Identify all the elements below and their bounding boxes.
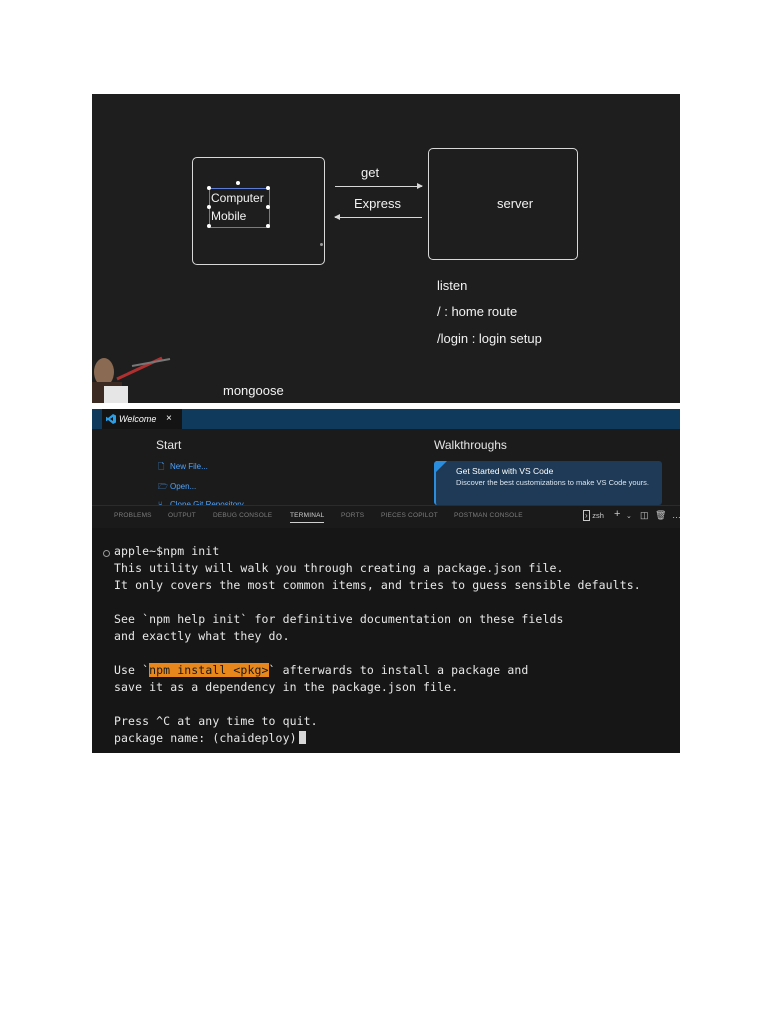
editor-tab-bar — [92, 409, 680, 429]
selection-handle-tr[interactable] — [266, 186, 270, 190]
new-file-label: New File... — [170, 462, 208, 471]
new-terminal-plus-icon[interactable]: + — [614, 508, 621, 520]
terminal-view[interactable] — [92, 528, 680, 753]
tab-close-icon[interactable]: × — [166, 413, 172, 424]
response-label: Express — [354, 196, 401, 211]
note-login-route: /login : login setup — [437, 331, 542, 346]
tab-postman-console[interactable]: POSTMAN CONSOLE — [454, 512, 523, 519]
terminal-use-line — [114, 663, 528, 677]
selection-handle-mr[interactable] — [266, 205, 270, 209]
box-resize-handle[interactable] — [320, 243, 323, 246]
package-name-prompt: package name: (chaideploy) — [114, 731, 297, 745]
command-status-dot-icon — [103, 550, 110, 557]
split-terminal-icon[interactable]: ◫ — [640, 510, 649, 520]
tab-ports[interactable]: PORTS — [341, 512, 365, 519]
terminal-prompt-line: apple~$npm init — [114, 544, 220, 558]
terminal-line: It only covers the most common items, and tries to guess sensible defaults. — [114, 578, 641, 592]
tab-problems[interactable]: PROBLEMS — [114, 512, 152, 519]
response-arrow — [335, 217, 422, 218]
terminal-input-line[interactable] — [114, 731, 306, 745]
tab-pieces-copilot[interactable]: PIECES COPILOT — [381, 512, 438, 519]
search-highlight: npm install <pkg> — [149, 663, 269, 677]
panel-tab-bar — [92, 505, 680, 528]
client-label-mobile: Mobile — [211, 209, 247, 223]
tab-terminal[interactable]: TERMINAL — [290, 512, 325, 519]
new-file-link[interactable] — [158, 461, 208, 475]
server-label: server — [497, 196, 534, 211]
request-arrow — [335, 186, 422, 187]
chevron-down-icon[interactable]: ⌄ — [626, 513, 632, 520]
request-label: get — [361, 165, 380, 180]
terminal-line: save it as a dependency in the package.json file. — [114, 680, 459, 694]
selection-handle-bl[interactable] — [207, 224, 211, 228]
walkthrough-title: Get Started with VS Code — [456, 466, 554, 476]
selection-handle-tl[interactable] — [207, 186, 211, 190]
welcome-page — [92, 429, 680, 505]
terminal-cursor — [299, 731, 306, 744]
trash-icon[interactable]: 🗑 — [655, 510, 667, 520]
terminal-line: See `npm help init` for definitive documentation on these fields — [114, 612, 564, 626]
webcam-overlay — [92, 344, 172, 403]
use-suffix: ` afterwards to install a package and — [268, 663, 529, 677]
walkthrough-description: Discover the best customizations to make VS Code yours. — [456, 478, 650, 487]
terminal-shell-selector[interactable] — [583, 510, 604, 520]
more-actions-icon[interactable]: … — [672, 510, 681, 520]
note-listen: listen — [437, 278, 468, 293]
vscode-logo-icon — [106, 414, 116, 424]
tab-debug-console[interactable]: DEBUG CONSOLE — [213, 512, 273, 519]
tab-welcome[interactable] — [102, 409, 182, 429]
selection-handle-br[interactable] — [266, 224, 270, 228]
new-file-icon: 🗋 — [158, 462, 165, 471]
terminal-line: This utility will walk you through creating a package.json file. — [114, 561, 564, 575]
note-home-route: / : home route — [437, 304, 518, 319]
open-label: Open... — [170, 482, 197, 491]
terminal-shell-label: zsh — [592, 511, 604, 520]
terminal-icon: › — [585, 511, 588, 520]
use-prefix: Use ` — [114, 663, 150, 677]
client-label-computer: Computer — [211, 191, 264, 205]
vscode-window — [92, 409, 680, 753]
terminal-line: Press ^C at any time to quit. — [114, 714, 318, 728]
whiteboard-canvas — [92, 94, 680, 403]
tab-welcome-label: Welcome — [119, 414, 157, 424]
walkthrough-card-get-started[interactable] — [434, 461, 662, 505]
note-mongoose: mongoose — [223, 383, 284, 398]
featured-star-icon — [436, 461, 447, 472]
terminal-line: and exactly what they do. — [114, 629, 290, 643]
tab-output[interactable]: OUTPUT — [168, 512, 196, 519]
start-heading: Start — [156, 438, 182, 452]
selection-handle-top[interactable] — [236, 181, 240, 185]
walkthroughs-heading: Walkthroughs — [434, 438, 507, 452]
open-link[interactable] — [158, 481, 196, 495]
folder-open-icon: 🗁 — [158, 482, 168, 491]
